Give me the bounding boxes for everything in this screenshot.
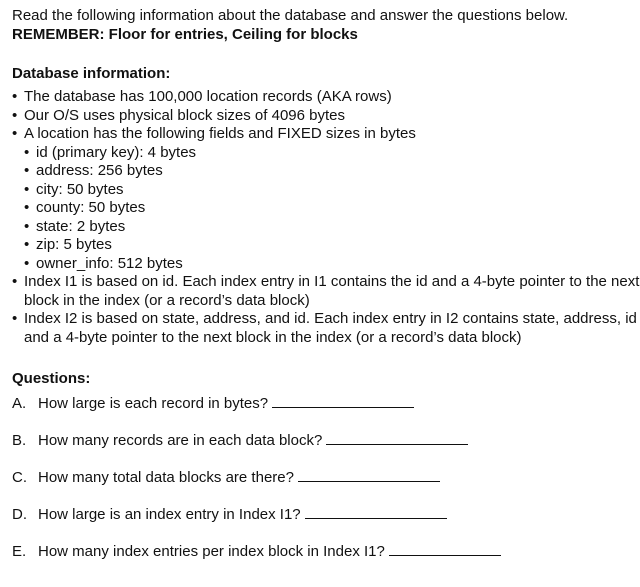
field-item: • county: 50 bytes bbox=[24, 199, 640, 218]
question-text: How many total data blocks are there? bbox=[38, 469, 294, 486]
question-e bbox=[12, 542, 640, 561]
database-info-heading: Database information: bbox=[12, 65, 171, 82]
list-item bbox=[12, 125, 640, 273]
question-b bbox=[12, 431, 640, 450]
question-d bbox=[12, 505, 640, 524]
field-item: • address: 256 bytes bbox=[24, 162, 640, 181]
question-text: How many index entries per index block in Index I1? bbox=[38, 543, 385, 560]
list-item: • Index I1 is based on id. Each index entry in I1 contains the id and a 4-byte pointer to the next block in the index (or a record’s data block) bbox=[12, 273, 640, 310]
answer-blank[interactable] bbox=[326, 432, 468, 445]
intro-text: Read the following information about the database and answer the questions below. bbox=[12, 7, 569, 24]
field-item: • state: 2 bytes bbox=[24, 218, 640, 237]
database-info-list bbox=[12, 88, 640, 347]
list-item: • Index I2 is based on state, address, and id. Each index entry in I2 contains state, address, id and a 4-byte pointer to the next block in the index (or a record’s data block) bbox=[12, 310, 640, 347]
answer-blank[interactable] bbox=[272, 395, 414, 408]
field-item: • city: 50 bytes bbox=[24, 181, 640, 200]
question-letter: D. bbox=[12, 506, 27, 523]
list-item-text: A location has the following fields and FIXED sizes in bytes bbox=[24, 125, 416, 142]
list-item: • The database has 100,000 location records (AKA rows) bbox=[12, 88, 640, 107]
questions-heading: Questions: bbox=[12, 370, 91, 387]
question-c bbox=[12, 468, 640, 487]
question-a bbox=[12, 394, 640, 413]
question-text: How large is an index entry in Index I1? bbox=[38, 506, 301, 523]
question-letter: E. bbox=[12, 543, 27, 560]
question-text: How many records are in each data block? bbox=[38, 432, 323, 449]
answer-blank[interactable] bbox=[298, 469, 440, 482]
question-text: How large is each record in bytes? bbox=[38, 395, 269, 412]
answer-blank[interactable] bbox=[389, 543, 501, 556]
field-item: • id (primary key): 4 bytes bbox=[24, 144, 640, 163]
list-item: • Our O/S uses physical block sizes of 4096 bytes bbox=[12, 107, 640, 126]
question-letter: A. bbox=[12, 395, 27, 412]
remember-note: REMEMBER: Floor for entries, Ceiling for blocks bbox=[12, 26, 358, 43]
question-letter: C. bbox=[12, 469, 27, 486]
field-list bbox=[24, 144, 640, 274]
answer-blank[interactable] bbox=[305, 506, 447, 519]
field-item: • zip: 5 bytes bbox=[24, 236, 640, 255]
question-letter: B. bbox=[12, 432, 27, 449]
field-item: • owner_info: 512 bytes bbox=[24, 255, 640, 274]
